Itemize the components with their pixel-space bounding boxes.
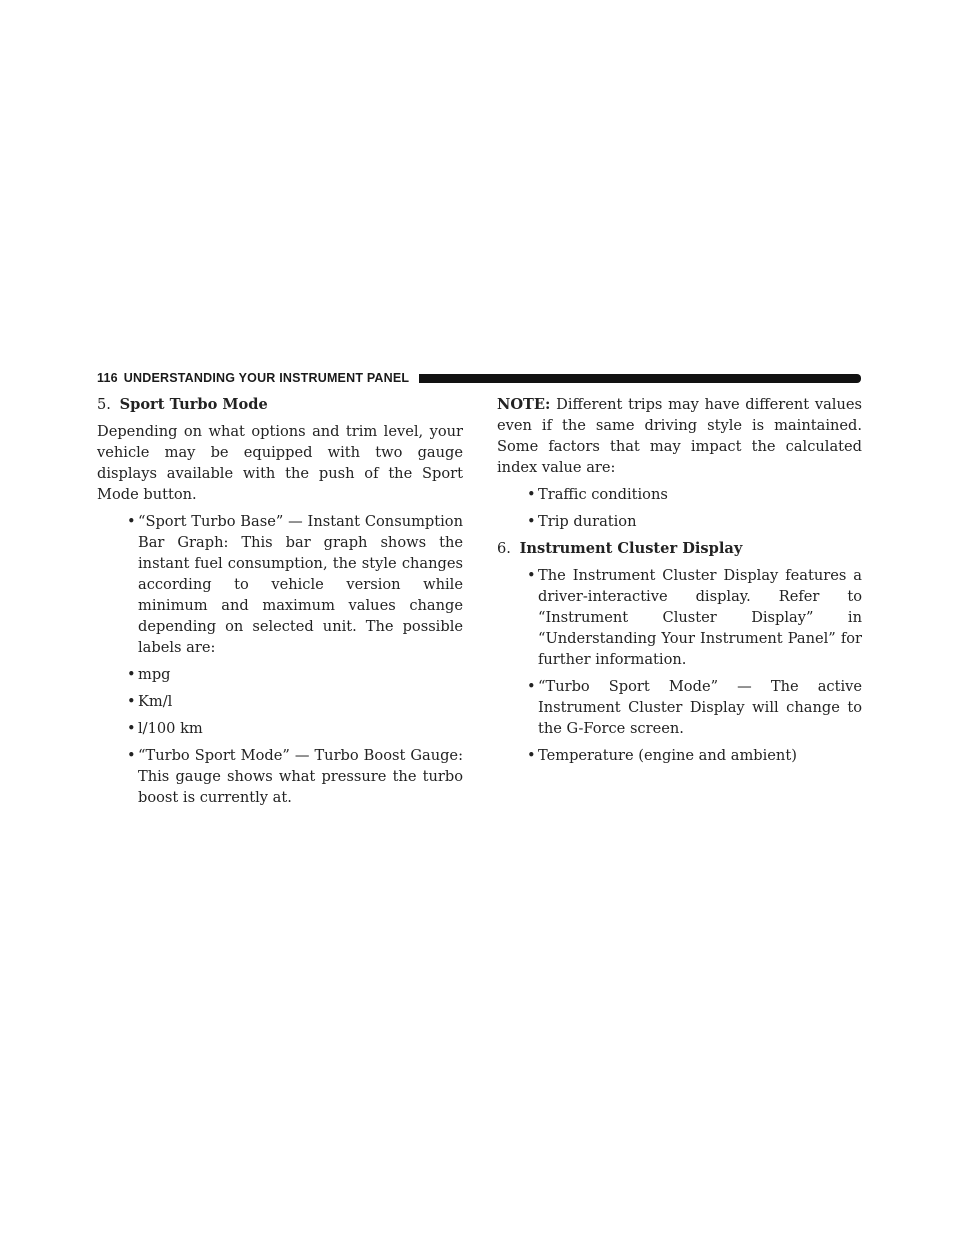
list-item: • “Sport Turbo Base” — Instant Consumption Bar Graph: This bar graph shows the instant fuel consumption, the style changes according to vehicle version while minimum and maximum values change depending on selected unit. The possible labels are: [127,513,463,656]
note-factors-list [497,484,862,532]
note-paragraph [497,394,862,478]
list-item: • l/100 km [127,720,203,737]
list-item: • Temperature (engine and ambient) [527,747,797,764]
page-number: 116 [97,371,118,385]
heading-number: 5. [97,396,111,413]
bullet-icon: • [527,513,536,530]
list-item: • “Turbo Sport Mode” — Turbo Boost Gauge: This gauge shows what pressure the turbo boost is currently at. [127,747,463,806]
section-title: UNDERSTANDING YOUR INSTRUMENT PANEL [123,371,410,385]
section-heading-5 [97,394,463,415]
bullet-icon: • [527,486,536,503]
note-text: Different trips may have different values even if the same driving style is maintained. Some factors that may impact the calculated index value are: [497,396,862,476]
left-column [97,394,463,814]
heading-number: 6. [497,540,511,557]
right-column [497,394,862,772]
list-item: • Traffic conditions [527,486,668,503]
sport-mode-list [97,511,463,808]
page-header [97,368,861,388]
section-heading-6 [497,538,862,559]
cluster-display-list [497,565,862,766]
bullet-icon: • [527,567,536,584]
bullet-icon: • [527,678,536,695]
bullet-icon: • [127,720,136,737]
bullet-icon: • [127,693,136,710]
bullet-icon: • [127,666,136,683]
intro-paragraph: Depending on what options and trim level, your vehicle may be equipped with two gauge displays available with the push of the Sport Mode button. [97,423,463,503]
list-item: • Trip duration [527,513,637,530]
list-item: • “Turbo Sport Mode” — The active Instrument Cluster Display will change to the G-Force screen. [527,678,862,737]
bullet-icon: • [127,513,136,530]
list-item: • mpg [127,666,171,683]
bullet-icon: • [527,747,536,764]
bullet-icon: • [127,747,136,764]
list-item: • The Instrument Cluster Display features a driver-interactive display. Refer to “Instrument Cluster Display” in “Understanding Your Instrument Panel” for further information. [527,567,862,668]
note-label: NOTE: [497,396,551,413]
list-item: • Km/l [127,693,173,710]
header-rule [419,374,861,383]
heading-text: Sport Turbo Mode [119,396,268,413]
heading-text: Instrument Cluster Display [519,540,743,557]
